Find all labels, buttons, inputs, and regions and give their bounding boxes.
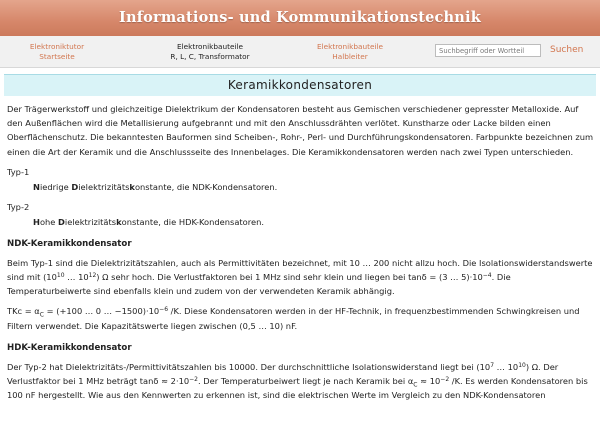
ndk-p1-b: … 10 bbox=[64, 272, 89, 283]
nav-item-rlc-line1: Elektronikbauteile bbox=[176, 42, 244, 51]
hdk-p1-a: Der Typ-2 hat Dielektrizitäts-/Permittivitätszahlen bis 10000. Der durchschnittliche Isolationswiderstand liegt bei (10 bbox=[7, 361, 491, 372]
page-title-band bbox=[4, 74, 596, 96]
ndk-paragraph-2 bbox=[7, 304, 594, 332]
typ2-h-rest: ohe bbox=[39, 216, 59, 227]
typ2-label: Typ-2 bbox=[7, 201, 30, 212]
hdk-p1-b: … 10 bbox=[494, 361, 519, 372]
nav-link-halbleiter-line2: Halbleiter bbox=[332, 51, 368, 61]
ndk-paragraph-1 bbox=[7, 256, 594, 299]
article-content bbox=[0, 96, 600, 402]
search-button[interactable]: Suchen bbox=[550, 45, 584, 55]
hdk-paragraph-1 bbox=[7, 360, 594, 403]
ndk-p2-sub1: C bbox=[39, 312, 44, 320]
hdk-p1-exp1: 7 bbox=[490, 361, 495, 369]
typ2-h-letter: H bbox=[33, 216, 40, 227]
ndk-p1-d: . Die Temperaturbeiwerte sind ebenfalls klein und zudem von der verwendeten Keramik abhängig. bbox=[7, 272, 511, 297]
site-header bbox=[0, 0, 600, 36]
typ2-k-rest: onstante, die HDK-Kondensatoren. bbox=[121, 216, 264, 227]
intro-paragraph: Der Trägerwerkstoff und gleichzeitige Dielektrikum der Kondensatoren besteht aus Gemischen verschiedener gepresster Metalloxide. Auf den Außenflächen wird die Metallisierung aufgebrannt und mit den Anschlussdrähten verlötet. Kunstharze oder Lacke bilden einen Oberflächenschutz. Die bekanntesten Bauformen sind Scheiben-, Rohr-, Perl- und Durchführungskondensatoren. Farbpunkte bezeichnen zum einen die Art der Keramik und die Anschlussseite des Innenbelages. Die Keramikkondensatoren werden nach zwei Typen unterschieden. bbox=[7, 104, 594, 157]
ndk-heading: NDK-Keramikkondensator bbox=[7, 238, 132, 249]
typ1-description bbox=[33, 180, 594, 194]
typ1-label: Typ-1 bbox=[7, 166, 30, 177]
ndk-p2-c: /K. Diese Kondensatoren werden in der HF-Technik, in frequenzbestimmenden Schwingkreisen und Filtern verwendet. Die Kapazitätswerte liegen zwischen (0,5 … 10) nF. bbox=[7, 306, 580, 331]
search-input[interactable] bbox=[435, 44, 541, 57]
ndk-p2-a: TKc = α bbox=[7, 306, 40, 317]
ndk-p1-c: ) Ω sehr hoch. Die Verlustfaktoren bei 1 MHz sind sehr klein und liegen bei tanδ = (3 … 5)·10 bbox=[96, 272, 483, 283]
typ1-d-letter: D bbox=[71, 181, 79, 192]
navigation-bar bbox=[0, 36, 600, 68]
hdk-p1-e: ≈ 10 bbox=[417, 376, 441, 387]
ndk-p1-exp1: 10 bbox=[56, 272, 65, 280]
hdk-p1-sub: C bbox=[413, 381, 418, 389]
nav-item-rlc-current bbox=[150, 42, 270, 61]
typ1-d-rest: ielektrizitäts bbox=[78, 181, 130, 192]
typ1-k-rest: onstante, die NDK-Kondensatoren. bbox=[134, 181, 278, 192]
hdk-p1-f: /K. Es werden Kondensatoren bis 100 nF hergestellt. Wie aus den Kennwerten zu erkennen ist, sind die elektrischen Werte im Vergleich zu den NDK-Kondensatoren bbox=[7, 376, 588, 401]
typ2-d-rest: ielektrizitäts bbox=[64, 216, 117, 227]
ndk-p1-exp2: 12 bbox=[88, 272, 97, 280]
typ2-description bbox=[33, 215, 594, 229]
nav-link-halbleiter[interactable] bbox=[300, 42, 400, 61]
ndk-p2-b: = (+100 … 0 … −1500)·10 bbox=[43, 306, 160, 317]
nav-link-startseite-line1: Elektroniktutor bbox=[29, 42, 85, 51]
ndk-p2-exp: −6 bbox=[159, 306, 169, 314]
nav-link-startseite[interactable] bbox=[12, 42, 102, 61]
hdk-p1-c: ) Ω. Der Verlustfaktor bei 1 MHz beträgt tanδ ≈ 2·10 bbox=[7, 361, 559, 387]
nav-item-rlc-line2: R, L, C, Transformator bbox=[170, 51, 250, 61]
hdk-p1-exp2: 10 bbox=[518, 361, 526, 369]
ndk-p1-exp3: −4 bbox=[482, 272, 492, 280]
hdk-p1-exp3: −2 bbox=[189, 376, 199, 384]
page-title: Keramikkondensatoren bbox=[227, 78, 373, 92]
ndk-p1-a: Beim Typ-1 sind die Dielektrizitätszahlen, auch als Permittivitäten bezeichnet, mit 10 … 200 nicht allzu hoch. Die Isolationswiderstandswerte sind mit (10 bbox=[7, 257, 593, 283]
typ2-d-letter: D bbox=[58, 216, 65, 227]
site-title: Informations- und Kommunikationstechnik bbox=[119, 9, 481, 26]
typ1-n-letter: N bbox=[33, 181, 40, 192]
hdk-p1-d: . Der Temperaturbeiwert liegt je nach Keramik bei α bbox=[198, 376, 414, 387]
typ1-n-rest: iedrige bbox=[39, 181, 72, 192]
nav-link-halbleiter-line1: Elektronikbauteile bbox=[316, 42, 384, 51]
typ1-k-letter: k bbox=[129, 181, 135, 192]
hdk-p1-exp4: −2 bbox=[440, 376, 450, 384]
typ2-k-letter: k bbox=[116, 216, 122, 227]
nav-link-startseite-line2: Startseite bbox=[39, 51, 75, 61]
hdk-heading: HDK-Keramikkondensator bbox=[7, 342, 132, 353]
